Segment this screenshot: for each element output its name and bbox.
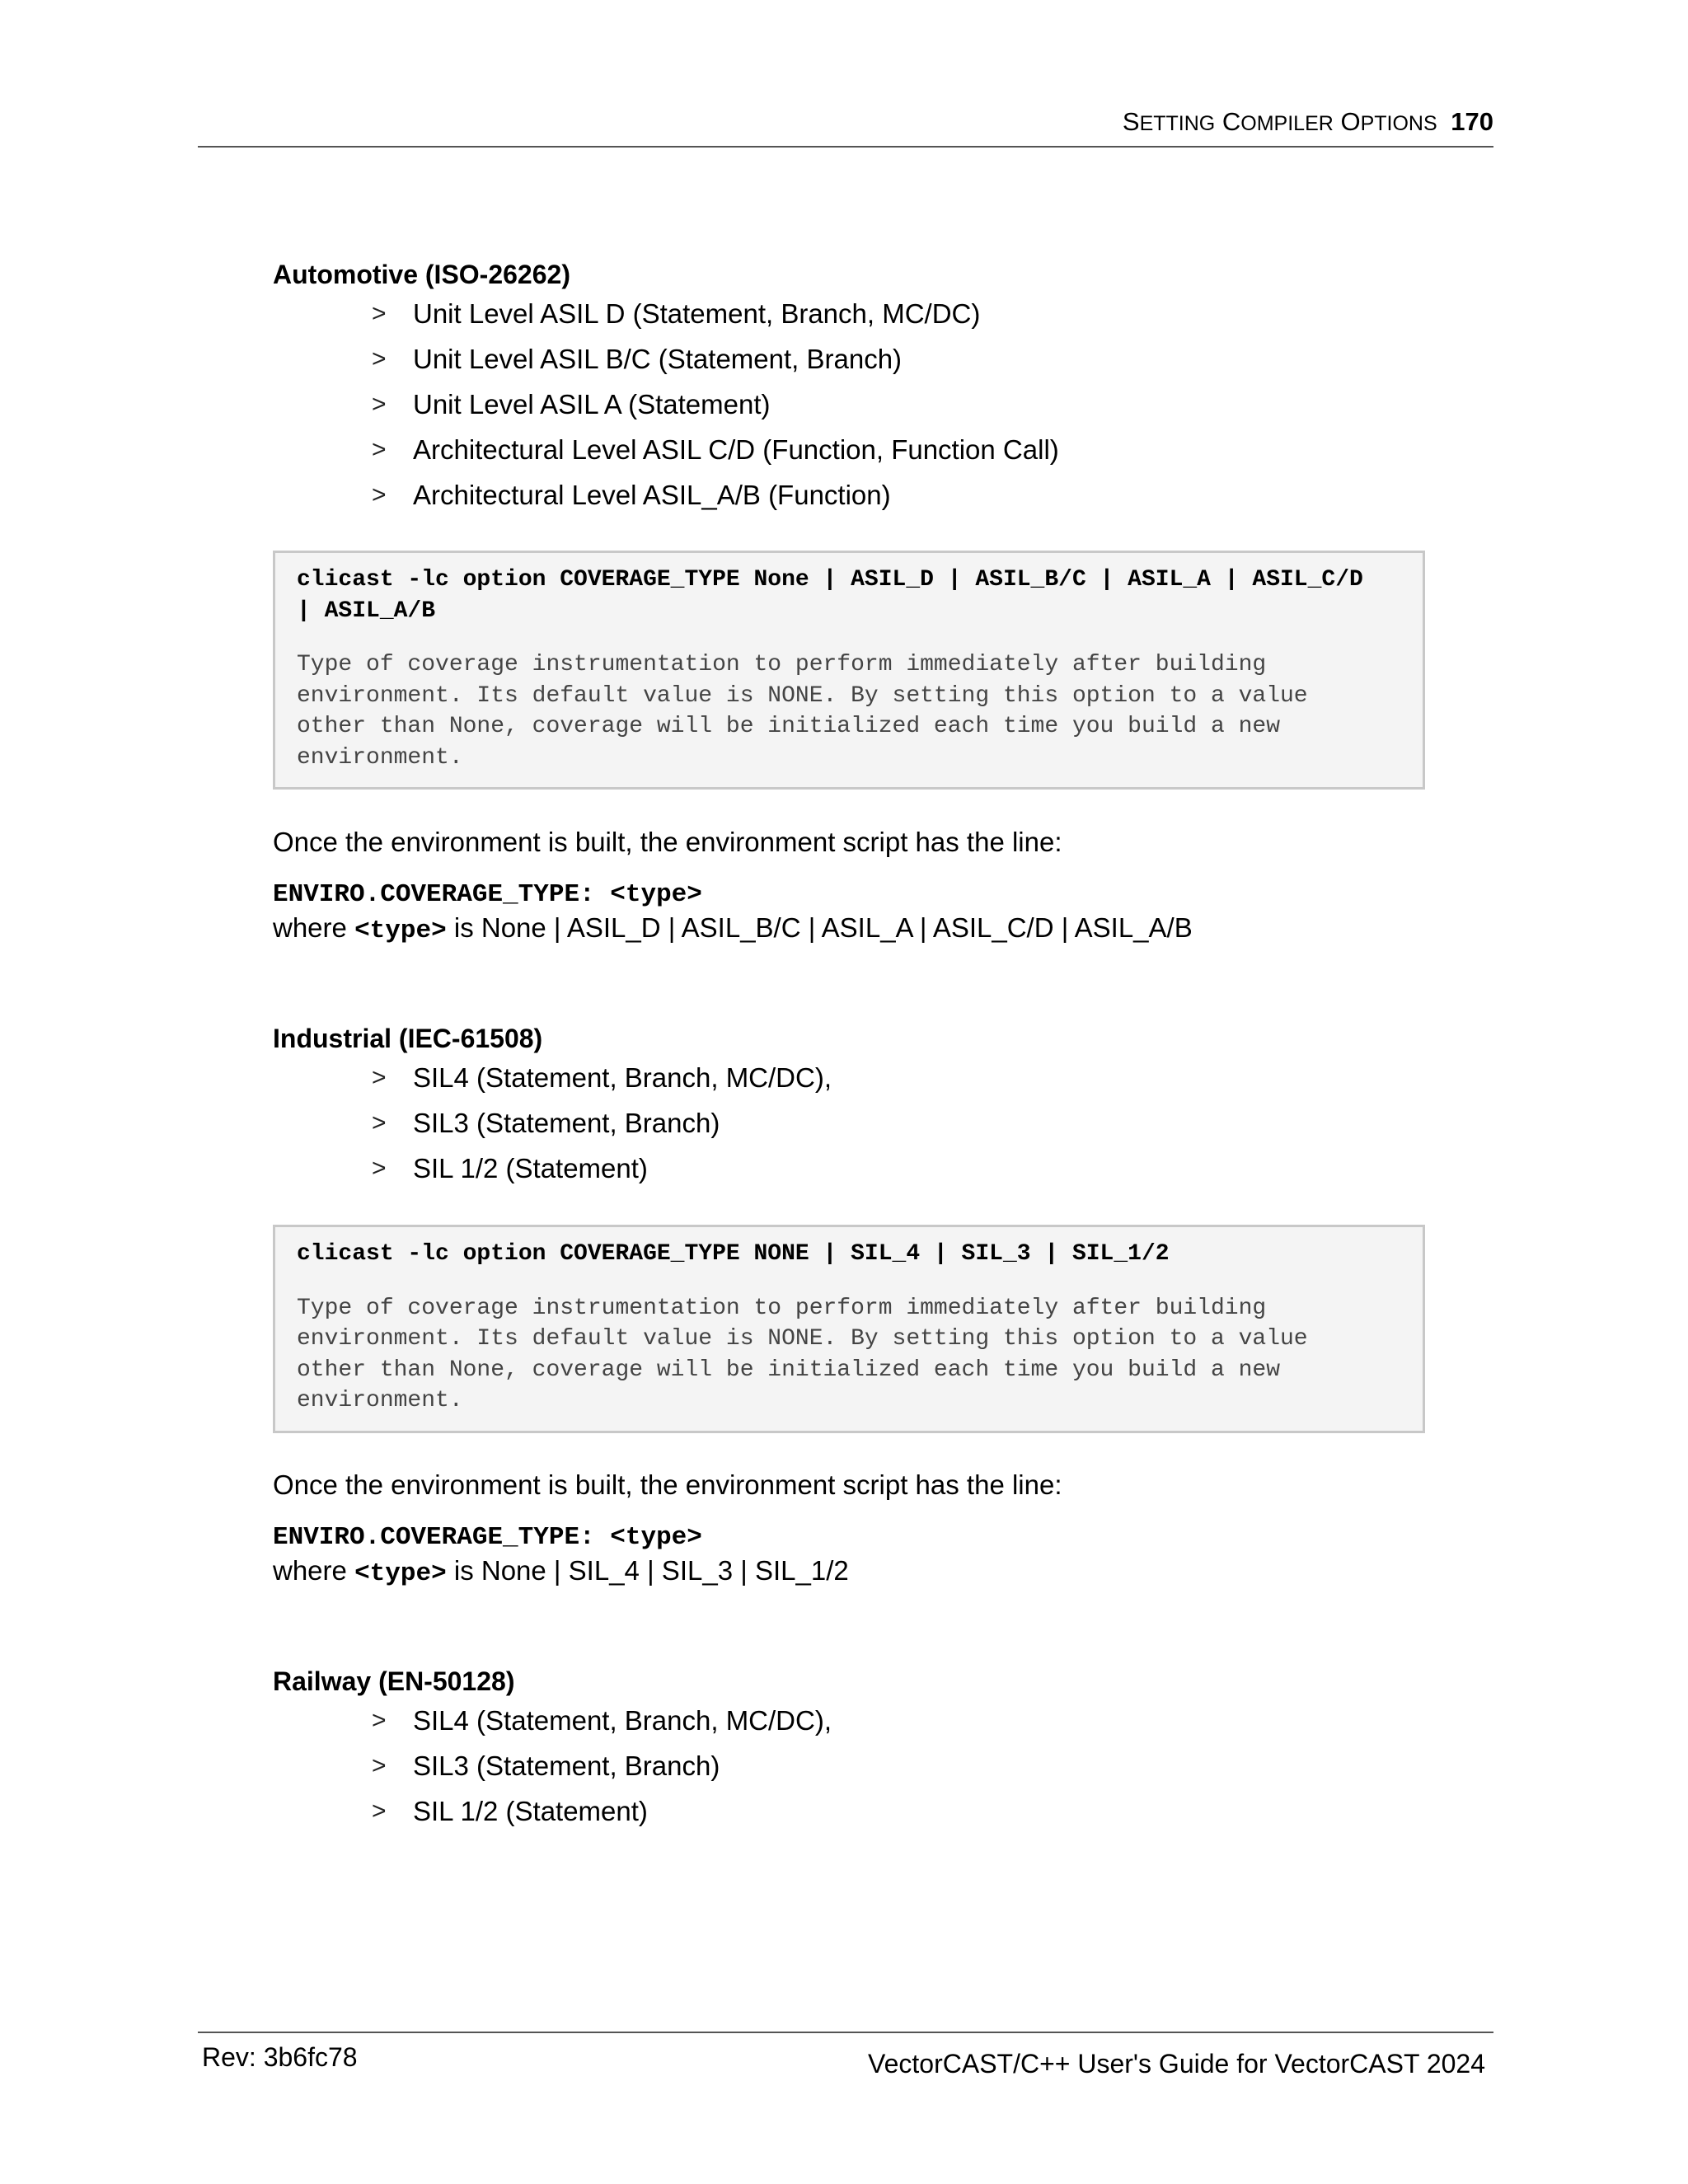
command-line: clicast -lc option COVERAGE_TYPE None | ASIL_D | ASIL_B/C | ASIL_A | ASIL_C/D [297, 567, 1363, 593]
automotive-list [273, 298, 1059, 524]
option-description: Type of coverage instrumentation to perform immediately after building environment. Its default value is NONE. By setting this option to a value other than None, coverage will be initialized each time you build a new environment. [297, 1295, 1308, 1413]
section-title-industrial: Industrial (IEC-61508) [273, 1024, 543, 1053]
bullet-arrow-icon: > [372, 1109, 387, 1137]
section-title-railway: Railway (EN-50128) [273, 1666, 515, 1696]
command-line: | ASIL_A/B [297, 598, 436, 624]
list-item: > Unit Level ASIL D (Statement, Branch, MC/DC) [372, 298, 981, 329]
bullet-arrow-icon: > [372, 1707, 387, 1734]
type-values-text: where <type> is None | ASIL_D | ASIL_B/C | ASIL_A | ASIL_C/D | ASIL_A/B [273, 912, 1193, 945]
list-item: > SIL3 (Statement, Branch) [372, 1108, 720, 1138]
list-item: > SIL 1/2 (Statement) [372, 1153, 648, 1183]
page-header [198, 105, 1493, 140]
list-item: > Unit Level ASIL B/C (Statement, Branch) [372, 344, 903, 374]
page-number: 170 [1451, 107, 1493, 136]
bullet-arrow-icon: > [372, 1797, 387, 1825]
list-item: > SIL 1/2 (Statement) [372, 1796, 648, 1826]
bullet-arrow-icon: > [372, 300, 387, 327]
industrial-list [273, 1062, 832, 1197]
bullet-arrow-icon: > [372, 391, 387, 418]
code-block-automotive [273, 551, 1425, 790]
bullet-arrow-icon: > [372, 1064, 387, 1091]
script-line: ENVIRO.COVERAGE_TYPE: <type> [273, 880, 702, 909]
script-intro-text: Once the environment is built, the environment script has the line: [273, 827, 1062, 857]
footer-divider [198, 2032, 1493, 2033]
bullet-arrow-icon: > [372, 436, 387, 463]
list-item: > SIL4 (Statement, Branch, MC/DC), [372, 1062, 832, 1093]
revision-label: Rev: 3b6fc78 [202, 2042, 358, 2072]
command-line: clicast -lc option COVERAGE_TYPE NONE | SIL_4 | SIL_3 | SIL_1/2 [297, 1241, 1170, 1267]
header-title: SETTING COMPILER OPTIONS [1122, 107, 1437, 136]
script-line: ENVIRO.COVERAGE_TYPE: <type> [273, 1523, 702, 1552]
list-item: > Architectural Level ASIL C/D (Function, Function Call) [372, 434, 1059, 465]
bullet-arrow-icon: > [372, 345, 387, 373]
railway-list [273, 1704, 832, 1840]
list-item: > SIL3 (Statement, Branch) [372, 1750, 720, 1781]
header-divider [198, 146, 1493, 148]
type-values-text: where <type> is None | SIL_4 | SIL_3 | SIL_1/2 [273, 1555, 849, 1588]
list-item: > SIL4 (Statement, Branch, MC/DC), [372, 1705, 832, 1736]
guide-title: VectorCAST/C++ User's Guide for VectorCAST 2024 [868, 2049, 1485, 2079]
option-description: Type of coverage instrumentation to perform immediately after building environment. Its default value is NONE. By setting this option to a value other than None, coverage will be initialized each time you build a new environment. [297, 652, 1308, 771]
script-intro-text: Once the environment is built, the environment script has the line: [273, 1469, 1062, 1500]
section-title-automotive: Automotive (ISO-26262) [273, 260, 570, 289]
bullet-arrow-icon: > [372, 481, 387, 509]
code-block-industrial [273, 1225, 1425, 1433]
list-item: > Architectural Level ASIL_A/B (Function) [372, 480, 891, 510]
list-item: > Unit Level ASIL A (Statement) [372, 389, 771, 419]
bullet-arrow-icon: > [372, 1752, 387, 1779]
bullet-arrow-icon: > [372, 1155, 387, 1182]
